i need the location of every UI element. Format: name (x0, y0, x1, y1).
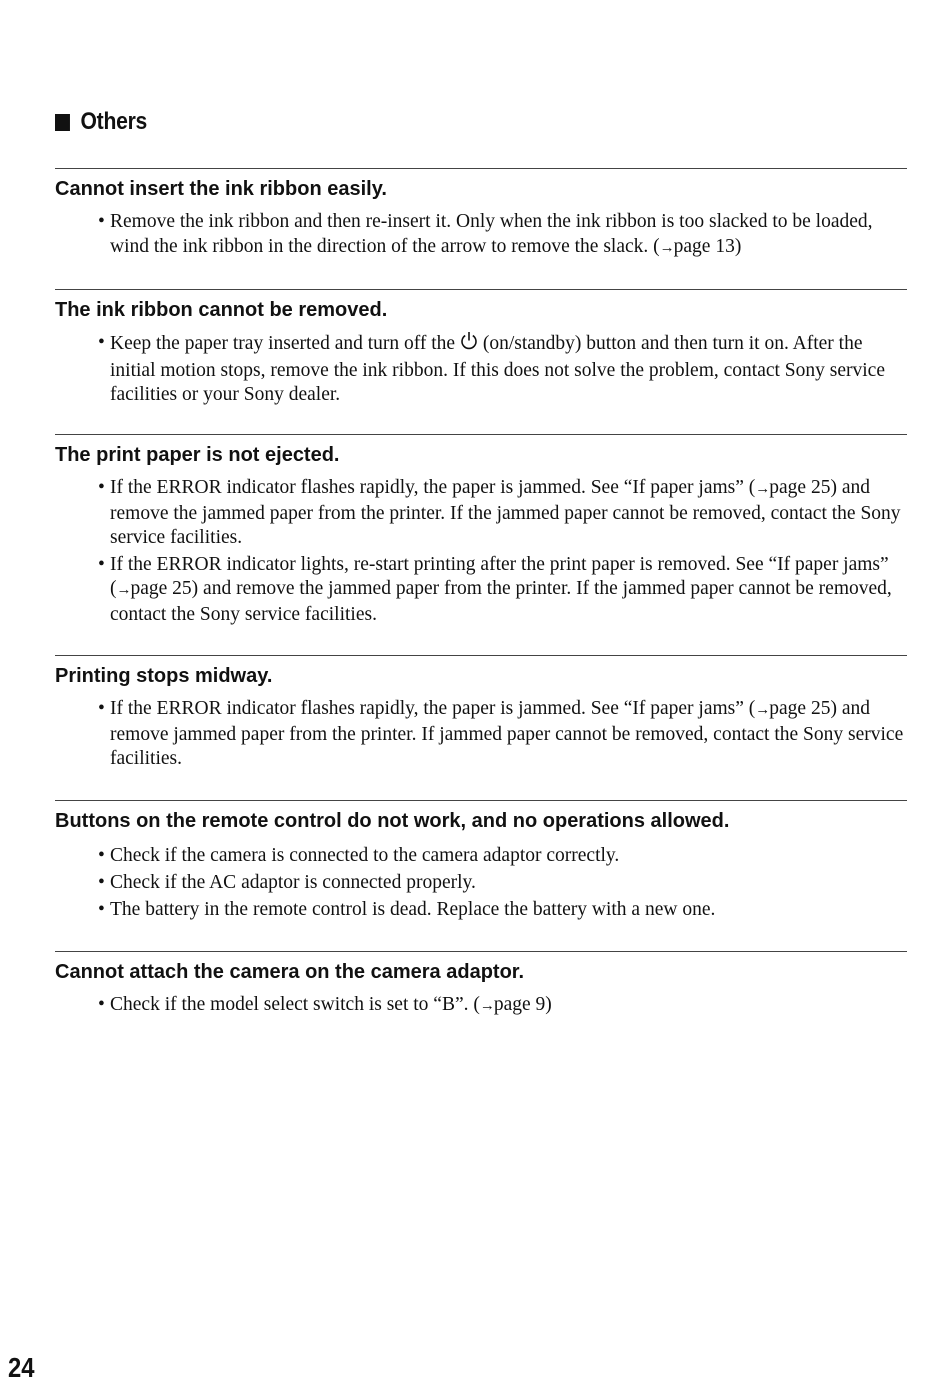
faq-items (55, 476, 907, 627)
faq-section-printing-stops (55, 655, 907, 774)
bullet: • (98, 553, 105, 575)
bullet: • (98, 477, 105, 498)
faq-items (55, 993, 907, 1019)
arrow-right-icon: → (659, 239, 672, 256)
bullet: • (98, 845, 105, 866)
faq-heading: Printing stops midway. (55, 665, 273, 687)
black-square-icon (55, 114, 70, 131)
arrow-right-icon: → (755, 702, 768, 718)
divider (55, 434, 907, 435)
list-item: • Remove the ink ribbon and then re-insert it. Only when the ink ribbon is too slacked to be loaded, wind the ink ribbon in the direction of the arrow to remove the slack. (→ page 13) (98, 211, 873, 257)
list-item: • Check if the model select switch is set to “B”. (→ page 9) (55, 993, 907, 1019)
faq-section-camera-attach (55, 951, 907, 1021)
list-item: • If the ERROR indicator lights, re-start printing after the print paper is removed. See “If paper jams” (→ page 25) and remove the jammed paper from the printer. If the jammed paper cannot be removed, contact the Sony service facilities. (98, 553, 892, 625)
faq-items (55, 331, 907, 408)
page-reference: page 13) (673, 235, 742, 257)
faq-heading: Cannot insert the ink ribbon easily. (55, 178, 387, 200)
faq-heading: The ink ribbon cannot be removed. (55, 299, 388, 321)
bullet: • (98, 872, 105, 893)
divider (55, 168, 907, 169)
faq-section-paper-not-ejected (55, 434, 907, 629)
bullet: • (98, 698, 105, 719)
faq-items (55, 697, 907, 772)
divider (55, 800, 907, 801)
list-item: • Check if the AC adaptor is connected properly. (55, 869, 907, 896)
bullet: • (98, 994, 105, 1015)
list-item: • If the ERROR indicator flashes rapidly, the paper is jammed. See “If paper jams” (→ page 25) and remove the jammed paper from the printer. If the jammed paper cannot be removed, contact the Sony service facilities. (98, 477, 901, 548)
faq-heading: Buttons on the remote control do not work, and no operations allowed. (55, 810, 730, 832)
list-item: • If the ERROR indicator flashes rapidly, the paper is jammed. See “If paper jams” (→ page 25) and remove jammed paper from the printer. If jammed paper cannot be removed, contact the Sony service facilities. (98, 698, 904, 769)
faq-section-ink-insert (55, 168, 907, 262)
divider (55, 655, 907, 656)
faq-items (55, 842, 907, 923)
faq-section-ink-remove (55, 289, 907, 410)
arrow-right-icon: → (479, 998, 492, 1014)
bullet: • (98, 332, 105, 353)
power-standby-icon (460, 331, 478, 359)
section-title-text: Others (80, 108, 148, 135)
arrow-right-icon: → (116, 582, 129, 598)
list-item: • Check if the camera is connected to the camera adaptor correctly. (55, 842, 907, 869)
bullet: • (98, 211, 105, 232)
faq-items (55, 210, 907, 260)
list-item: • The battery in the remote control is dead. Replace the battery with a new one. (55, 896, 907, 923)
bullet: • (98, 899, 105, 920)
page-number: 24 (8, 1352, 35, 1383)
faq-section-remote-control (55, 800, 907, 923)
faq-heading: Cannot attach the camera on the camera adaptor. (55, 961, 525, 983)
arrow-right-icon: → (755, 481, 768, 497)
divider (55, 289, 907, 290)
section-title (55, 108, 147, 136)
divider (55, 951, 907, 952)
list-item: • Keep the paper tray inserted and turn off the (on/standby) button and then turn it on. After the initial motion stops, remove the ink ribbon. If this does not solve the problem, contact Sony service facilities or your Sony dealer. (98, 332, 885, 405)
faq-heading: The print paper is not ejected. (55, 444, 340, 466)
